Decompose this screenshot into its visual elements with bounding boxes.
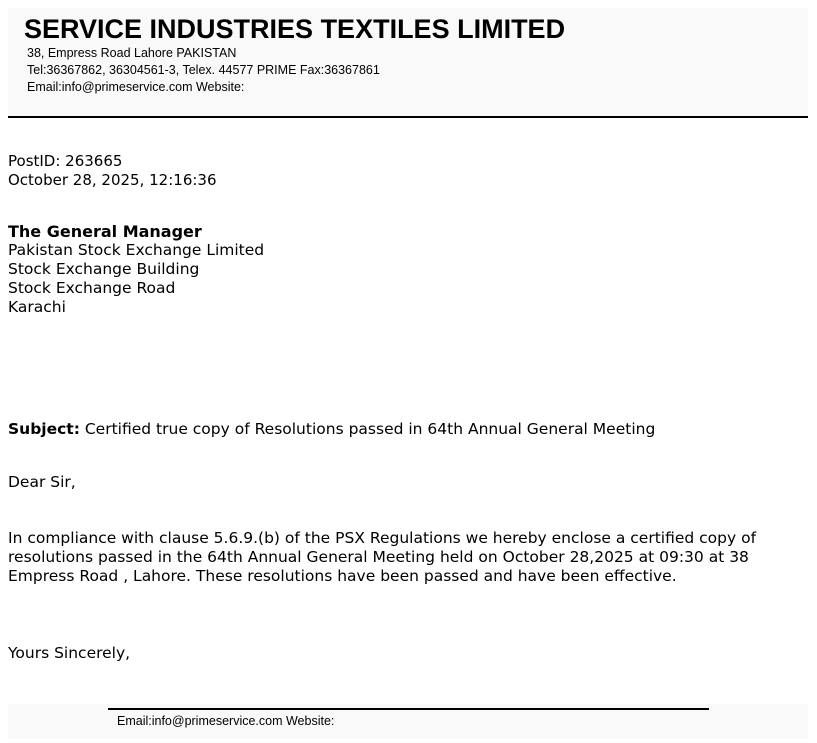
footer (8, 704, 808, 739)
subject-text: Certified true copy of Resolutions passed in 64th Annual General Meeting (84, 420, 656, 438)
company-phones: Tel:36367862, 36304561-3, Telex. 44577 PRIME Fax:36367861 (27, 63, 380, 77)
subject-line (8, 420, 655, 439)
post-id: PostID: 263665 (8, 152, 123, 170)
company-address: 38, Empress Road Lahore PAKISTAN (27, 46, 237, 60)
addressee-block (8, 222, 264, 317)
addressee-line: Stock Exchange Road (8, 279, 176, 297)
addressee-line: Pakistan Stock Exchange Limited (8, 241, 265, 259)
letterhead (8, 8, 808, 116)
post-datetime: October 28, 2025, 12:16:36 (8, 171, 217, 189)
company-name: SERVICE INDUSTRIES TEXTILES LIMITED (24, 14, 566, 44)
subject-label: Subject: (8, 420, 80, 438)
header-divider (8, 116, 808, 118)
footer-contact: Email:info@primeservice.com Website: (117, 714, 335, 728)
addressee-title: The General Manager (8, 222, 202, 241)
closing: Yours Sincerely, (8, 644, 131, 662)
salutation: Dear Sir, (8, 473, 76, 491)
post-meta (8, 152, 217, 190)
company-contact: Email:info@primeservice.com Website: (27, 80, 245, 94)
footer-divider (108, 708, 709, 710)
addressee-line: Karachi (8, 298, 66, 316)
addressee-line: Stock Exchange Building (8, 260, 200, 278)
letter-body: In compliance with clause 5.6.9.(b) of the PSX Regulations we hereby enclose a certified copy of resolutions passed in the 64th Annual General Meeting held on October 28,2025 at 09:30 at 38 Empress Road , Lahore. These resolutions have been passed and have been effective. (8, 529, 757, 586)
